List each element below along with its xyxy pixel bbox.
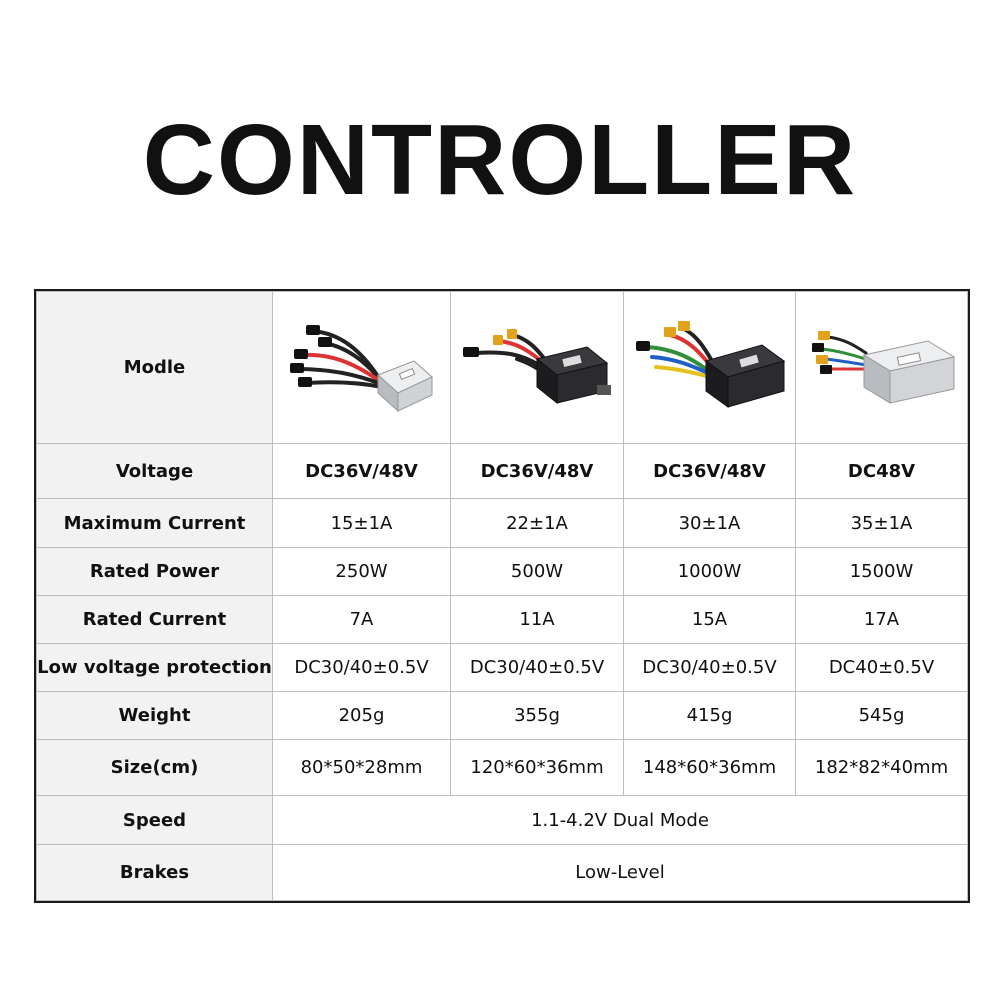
row-label: Weight bbox=[37, 692, 273, 740]
row-label: Brakes bbox=[37, 845, 273, 901]
table-cell: 30±1A bbox=[624, 499, 796, 548]
row-label: Speed bbox=[37, 796, 273, 845]
table-cell: 120*60*36mm bbox=[451, 740, 624, 796]
model-label: Modle bbox=[37, 292, 273, 444]
table-cell: DC30/40±0.5V bbox=[624, 644, 796, 692]
rated-power-row bbox=[37, 548, 968, 596]
brakes-row bbox=[37, 845, 968, 901]
table-cell: 1000W bbox=[624, 548, 796, 596]
black-controller-large-image bbox=[630, 313, 790, 423]
spec-table bbox=[36, 291, 968, 901]
size-row bbox=[37, 740, 968, 796]
table-cell: 250W bbox=[273, 548, 451, 596]
row-label: Size(cm) bbox=[37, 740, 273, 796]
speed-value: 1.1-4.2V Dual Mode bbox=[273, 796, 968, 845]
table-cell: DC36V/48V bbox=[273, 444, 451, 499]
row-label: Rated Current bbox=[37, 596, 273, 644]
rated-current-row bbox=[37, 596, 968, 644]
row-label: Low voltage protection bbox=[37, 644, 273, 692]
table-cell: 35±1A bbox=[796, 499, 968, 548]
table-cell: 148*60*36mm bbox=[624, 740, 796, 796]
brakes-value: Low-Level bbox=[273, 845, 968, 901]
product-image-1 bbox=[273, 292, 451, 444]
table-cell: 182*82*40mm bbox=[796, 740, 968, 796]
product-image-2 bbox=[451, 292, 624, 444]
table-cell: 11A bbox=[451, 596, 624, 644]
speed-row bbox=[37, 796, 968, 845]
table-cell: 205g bbox=[273, 692, 451, 740]
silver-controller-large-image bbox=[802, 313, 962, 423]
row-label: Maximum Current bbox=[37, 499, 273, 548]
table-cell: DC30/40±0.5V bbox=[273, 644, 451, 692]
product-image-4 bbox=[796, 292, 968, 444]
table-cell: 22±1A bbox=[451, 499, 624, 548]
table-cell: DC48V bbox=[796, 444, 968, 499]
weight-row bbox=[37, 692, 968, 740]
black-controller-image bbox=[457, 313, 617, 423]
table-cell: 15A bbox=[624, 596, 796, 644]
table-cell: 500W bbox=[451, 548, 624, 596]
max-current-row bbox=[37, 499, 968, 548]
table-cell: 7A bbox=[273, 596, 451, 644]
silver-controller-small-image bbox=[282, 313, 442, 423]
table-cell: 17A bbox=[796, 596, 968, 644]
row-label: Rated Power bbox=[37, 548, 273, 596]
model-row bbox=[37, 292, 968, 444]
table-cell: DC36V/48V bbox=[451, 444, 624, 499]
voltage-row bbox=[37, 444, 968, 499]
page-title: CONTROLLER bbox=[142, 104, 858, 216]
table-cell: 415g bbox=[624, 692, 796, 740]
table-cell: 80*50*28mm bbox=[273, 740, 451, 796]
table-cell: 355g bbox=[451, 692, 624, 740]
table-cell: DC36V/48V bbox=[624, 444, 796, 499]
table-cell: DC40±0.5V bbox=[796, 644, 968, 692]
low-voltage-protection-row bbox=[37, 644, 968, 692]
product-image-3 bbox=[624, 292, 796, 444]
table-cell: 1500W bbox=[796, 548, 968, 596]
row-label: Voltage bbox=[37, 444, 273, 499]
table-cell: DC30/40±0.5V bbox=[451, 644, 624, 692]
table-cell: 545g bbox=[796, 692, 968, 740]
table-cell: 15±1A bbox=[273, 499, 451, 548]
